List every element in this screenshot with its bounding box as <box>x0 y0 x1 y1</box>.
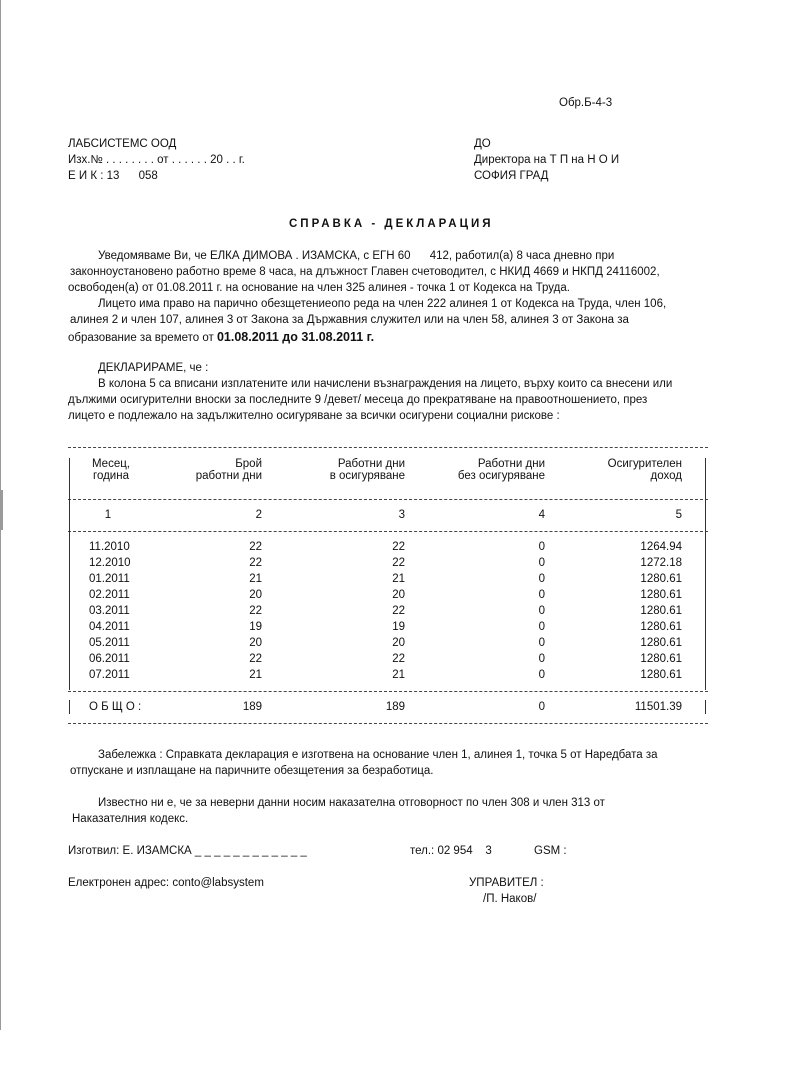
cell-income: 1280.61 <box>640 669 682 681</box>
intro-period-prefix: образование за времето от <box>68 332 214 344</box>
phone: тел.: 02 954 3 <box>410 845 492 857</box>
total-insured-days: 189 <box>385 701 405 713</box>
col-number-3: 3 <box>398 509 405 521</box>
table-rule-bottom <box>68 723 708 724</box>
recipient-director: Директора на Т П на Н О И <box>474 154 620 166</box>
cell-insured-days: 22 <box>392 653 405 665</box>
cell-month: 07.2011 <box>89 669 130 681</box>
header-workdays-l2: работни дни <box>195 470 262 482</box>
intro-line-4: Лицето има право на парично обезщетениеопо реда на член 222 алинея 1 от Кодекса на Труда, член 106, <box>98 298 667 310</box>
cell-month: 11.2010 <box>89 541 130 553</box>
cell-insured-days: 19 <box>392 621 405 633</box>
col-number-5: 5 <box>675 509 682 521</box>
recipient-to: ДО <box>474 138 491 150</box>
table-rule-top <box>68 447 708 448</box>
cell-month: 01.2011 <box>89 573 130 585</box>
cell-workdays: 22 <box>249 653 262 665</box>
manager-name: /П. Наков/ <box>483 893 537 905</box>
col-number-1: 1 <box>104 509 112 521</box>
outgoing-number: Изх.№ . . . . . . . . от . . . . . . 20 . . г. <box>68 154 245 166</box>
intro-line-1: Уведомяваме Ви, че ЕЛКА ДИМОВА . ИЗАМСКА, с ЕГН 60 412, работил(а) 8 часа дневно при <box>98 250 615 262</box>
cell-workdays: 20 <box>249 589 262 601</box>
cell-workdays: 21 <box>249 669 262 681</box>
header-month <box>78 458 144 482</box>
cell-income: 1280.61 <box>640 573 682 585</box>
total-uninsured-days: 0 <box>538 701 545 713</box>
note-line-2: отпускане и изплащане на паричните обезщетения за безработица. <box>70 765 434 777</box>
header-uninsured-days <box>430 458 545 482</box>
header-uninsured-days-l2: без осигуряване <box>457 470 545 482</box>
recipient-city: СОФИЯ ГРАД <box>474 170 549 182</box>
header-month-l2: година <box>93 470 129 482</box>
cell-uninsured-days: 0 <box>538 637 545 649</box>
cell-uninsured-days: 0 <box>538 621 545 633</box>
declare-line-3: лицето е подлежало на задължително осигуряване за всички осигурени социални рискове : <box>68 410 560 422</box>
header-insured-days-l1: Работни дни <box>337 458 405 470</box>
cell-insured-days: 20 <box>392 589 405 601</box>
liability-line-1: Известно ни е, че за неверни данни носим наказателна отговорност по член 308 и член 313 от <box>98 797 605 809</box>
table-left-border-total <box>69 700 70 714</box>
document-title: СПРАВКА - ДЕКЛАРАЦИЯ <box>289 218 494 230</box>
header-income <box>580 458 682 482</box>
header-income-l2: доход <box>650 470 682 482</box>
employer-name: ЛАБСИСТЕМС ООД <box>68 138 177 150</box>
gsm-label: GSM : <box>534 845 567 857</box>
header-uninsured-days-l1: Работни дни <box>477 458 545 470</box>
total-income: 11501.39 <box>634 701 682 713</box>
cell-income: 1280.61 <box>640 589 682 601</box>
cell-uninsured-days: 0 <box>538 589 545 601</box>
declare-line-1: В колона 5 са вписани изплатените или начислени възнаграждения на лицето, върху които са внесени или <box>98 378 673 390</box>
header-insured-days-l2: в осигуряване <box>329 470 405 482</box>
email-address: Електронен адрес: conto@labsystem <box>68 877 264 889</box>
col-number-4: 4 <box>538 509 545 521</box>
table-left-border <box>69 458 70 690</box>
prepared-by: Изготвил: Е. ИЗАМСКА _ _ _ _ _ _ _ _ _ _ _ _ <box>68 845 307 857</box>
cell-uninsured-days: 0 <box>538 573 545 585</box>
page-edge-marker <box>0 490 3 530</box>
cell-month: 02.2011 <box>89 589 130 601</box>
col-number-2: 2 <box>255 509 262 521</box>
cell-income: 1280.61 <box>640 653 682 665</box>
employer-eik: Е И К : 13 058 <box>68 170 158 182</box>
table-right-border <box>705 458 706 690</box>
cell-income: 1280.61 <box>640 605 682 617</box>
intro-period: 01.08.2011 до 31.08.2011 г. <box>216 330 375 344</box>
cell-income: 1264.94 <box>640 541 682 553</box>
cell-workdays: 21 <box>249 573 262 585</box>
cell-insured-days: 22 <box>392 605 405 617</box>
form-code: Обр.Б-4-3 <box>559 97 613 109</box>
header-workdays-l1: Брой <box>235 458 262 470</box>
note-line-1: Забележка : Справката декларация е изготвена на основание член 1, алинея 1, точка 5 от Наредбата за <box>98 749 658 761</box>
table-rule-header <box>68 499 708 500</box>
header-income-l1: Осигурителен <box>607 458 682 470</box>
cell-income: 1280.61 <box>640 621 682 633</box>
intro-line-3: освободен(а) от 01.08.2011 г. на основание на член 325 алинея - точка 1 от Кодекса на Труда. <box>68 282 570 294</box>
cell-insured-days: 20 <box>392 637 405 649</box>
cell-month: 04.2011 <box>89 621 130 633</box>
cell-workdays: 22 <box>249 557 262 569</box>
cell-month: 06.2011 <box>89 653 130 665</box>
intro-line-2: законноустановено работно време 8 часа, на длъжност Главен счетоводител, с НКИД 4669 и НКПД 24116002, <box>70 266 660 278</box>
cell-uninsured-days: 0 <box>538 605 545 617</box>
cell-uninsured-days: 0 <box>538 557 545 569</box>
intro-line-5: алинея 2 и член 107, алинея 3 от Закона за Държавния служител или на член 58, алинея 3 от Закона за <box>70 314 629 326</box>
cell-insured-days: 21 <box>392 573 405 585</box>
cell-workdays: 19 <box>249 621 262 633</box>
table-rule-numbers <box>68 531 708 532</box>
cell-workdays: 22 <box>249 605 262 617</box>
cell-income: 1272.18 <box>640 557 682 569</box>
total-label: О Б Щ О : <box>89 701 142 713</box>
table-rule-total <box>68 691 708 692</box>
manager-label: УПРАВИТЕЛ : <box>469 877 544 889</box>
cell-insured-days: 22 <box>392 557 405 569</box>
cell-month: 03.2011 <box>89 605 130 617</box>
cell-insured-days: 21 <box>392 669 405 681</box>
header-workdays <box>170 458 262 482</box>
liability-line-2: Наказателния кодекс. <box>72 813 189 825</box>
cell-uninsured-days: 0 <box>538 669 545 681</box>
intro-line-6 <box>68 330 374 344</box>
cell-income: 1280.61 <box>640 637 682 649</box>
cell-month: 12.2010 <box>89 557 131 569</box>
declare-line-2: дължими осигурителни вноски за последните 9 /девет/ месеца до прекратяване на правоотношението, през <box>68 394 648 406</box>
header-month-l1: Месец, <box>91 458 131 470</box>
declare-heading: ДЕКЛАРИРАМЕ, че : <box>98 362 209 374</box>
cell-workdays: 20 <box>249 637 262 649</box>
cell-insured-days: 22 <box>392 541 405 553</box>
cell-uninsured-days: 0 <box>538 541 545 553</box>
cell-uninsured-days: 0 <box>538 653 545 665</box>
cell-workdays: 22 <box>249 541 262 553</box>
header-insured-days <box>300 458 405 482</box>
table-right-border-total <box>705 700 706 714</box>
total-workdays: 189 <box>242 701 262 713</box>
cell-month: 05.2011 <box>89 637 130 649</box>
